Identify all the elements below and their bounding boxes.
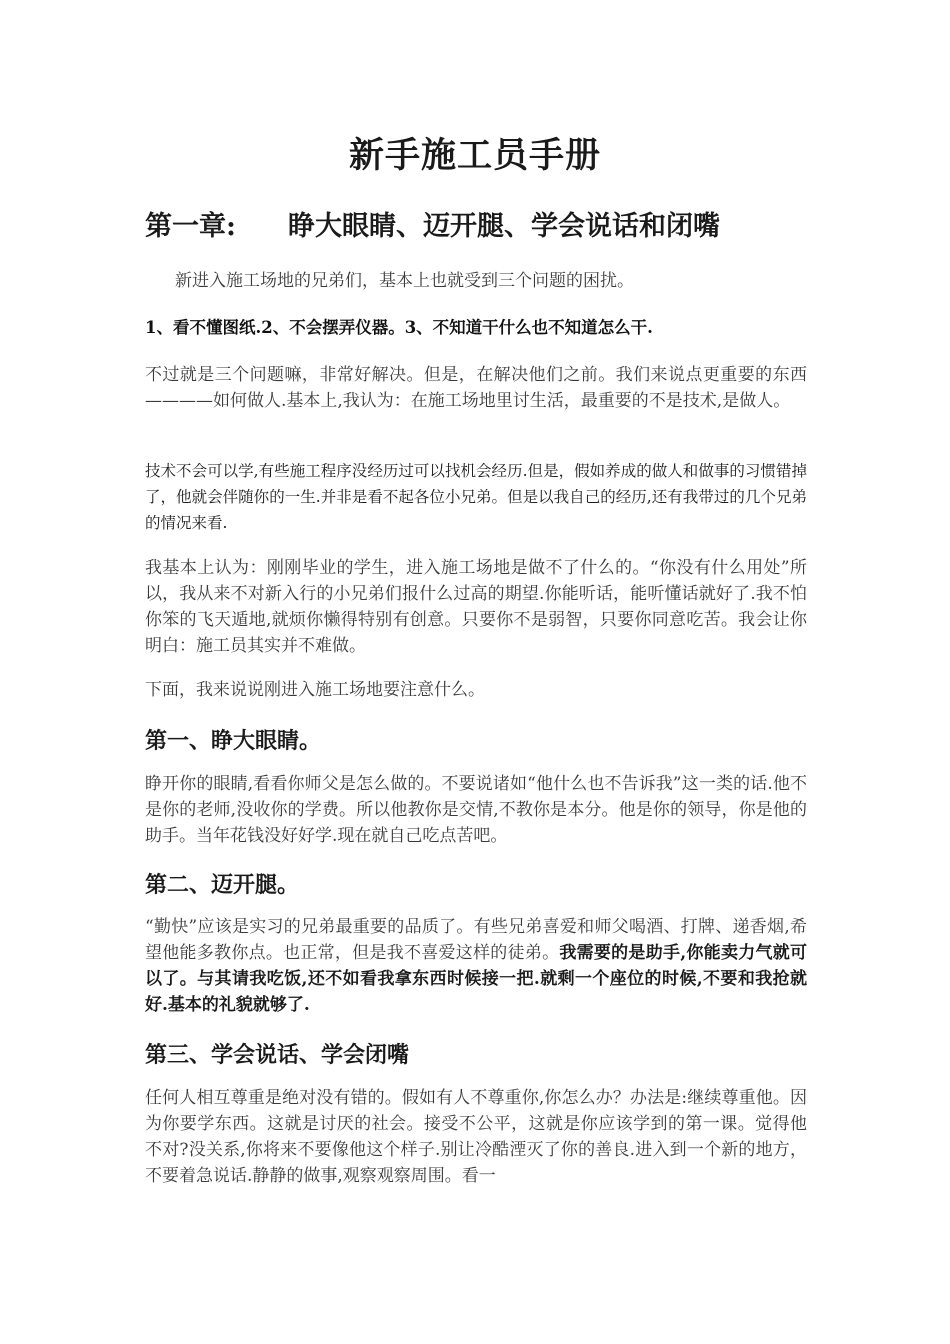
chapter-title: 睁大眼睛、迈开腿、学会说话和闭嘴 (287, 211, 720, 242)
section-2-text (145, 914, 807, 1018)
section-2-heading: 第二、迈开腿。 (145, 872, 300, 898)
paragraph-4: 下面，我来说说刚进入施工场地要注意什么。 (145, 680, 485, 700)
section-1-text: 睁开你的眼睛,看看你师父是怎么做的。不要说诸如“他什么也不告诉我”这一类的话.他不是你的老师,没收你的学费。所以他教你是交情,不教你是本分。他是你的领导，你是他的助手。当年花钱没好好学.现在就自己吃点苦吧。 (145, 774, 807, 846)
section-3-text: 任何人相互尊重是绝对没有错的。假如有人不尊重你,你怎么办？办法是:继续尊重他。因为你要学东西。这就是讨厌的社会。接受不公平，这就是你应该学到的第一课。觉得他不对?没关系,你将来不要像他这个样子.别让冷酷湮灭了你的善良.进入到一个新的地方，不要着急说话.静静的做事,观察观察周围。看一 (145, 1088, 807, 1186)
intro-paragraph: 新进入施工场地的兄弟们，基本上也就受到三个问题的困扰。 (175, 271, 634, 291)
paragraph-3: 我基本上认为：刚刚毕业的学生，进入施工场地是做不了什么的。“你没有什么用处”所以，我从来不对新入行的小兄弟们报什么过高的期望.你能听话，能听懂话就好了.我不怕你笨的飞天遁地,就烦你懒得特别有创意。只要你不是弱智，只要你同意吃苦。我会让你明白：施工员其实并不难做。 (145, 558, 807, 656)
section-2-normal-text: “勤快”应该是实习的兄弟最重要的品质了。有些兄弟喜爱和师父喝酒、打牌、递香烟,希望他能多教你点。也正常，但是我不喜爱这样的徒弟。 (145, 917, 807, 963)
paragraph-2: 技术不会可以学,有些施工程序没经历过可以找机会经历.但是，假如养成的做人和做事的习惯错掉了，他就会伴随你的一生.并非是看不起各位小兄弟。但是以我自己的经历,还有我带过的几个兄弟的情况来看. (145, 462, 807, 532)
paragraph-1: 不过就是三个问题嘛，非常好解决。但是，在解决他们之前。我们来说点更重要的东西————如何做人.基本上,我认为：在施工场地里讨生活，最重要的不是技术,是做人。 (145, 365, 807, 411)
problems-list: 1、看不懂图纸.2、不会摆弄仪器。3、不知道干什么也不知道怎么干. (145, 318, 653, 337)
section-3-heading: 第三、学会说话、学会闭嘴 (145, 1042, 410, 1068)
section-1-heading: 第一、睁大眼睛。 (145, 728, 322, 754)
chapter-heading (145, 204, 720, 243)
section-2-bold-text: 我需要的是助手,你能卖力气就可以了。与其请我吃饭,还不如看我拿东西时候接一把.就剩一个座位的时候,不要和我抢就好.基本的礼貌就够了. (145, 943, 808, 1015)
document-title: 新手施工员手册 (348, 135, 601, 176)
chapter-label: 第一章: (145, 211, 236, 242)
